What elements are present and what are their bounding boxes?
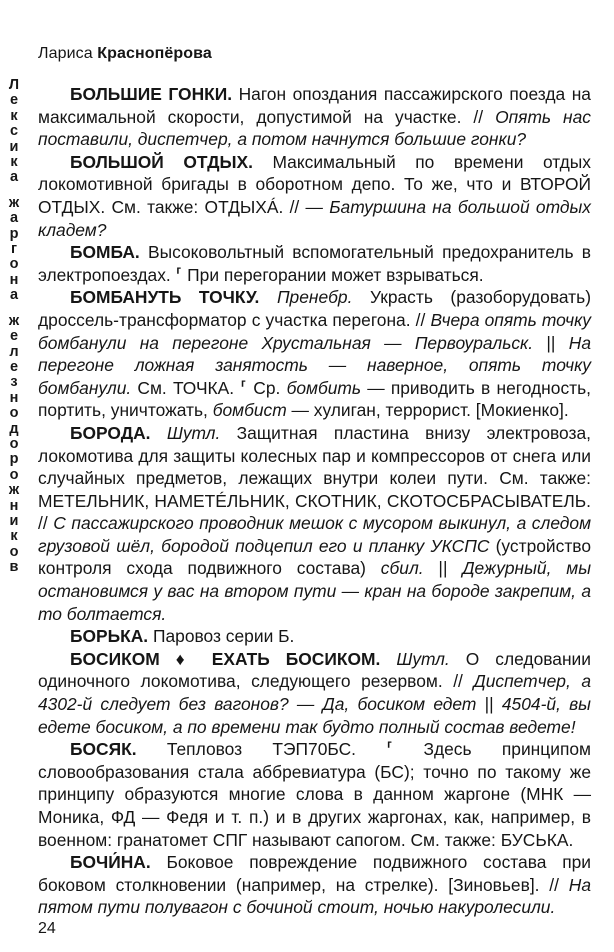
entry-italic-text: 4504-й, вы едете босиком, а по времени так будто полный состав ведете! [38,694,591,737]
spine-letter: ж [8,194,20,211]
entry-italic-text: Дежурный, мы остановимся у вас на втором пути — кран на бороде закрепим, а то болтается. [38,558,591,624]
entry-paragraph [38,648,591,738]
spine-letter: е [9,328,19,345]
spine-letter: а [9,287,19,304]
entry-italic-text: сбил. [380,558,424,579]
spine-letter: о [9,405,19,422]
dictionary-entry [38,83,591,151]
vertical-spine-title [6,78,22,576]
spine-letter: к [10,154,18,171]
entry-headword: БОРЬКА. [70,626,149,647]
entry-italic-text: Шутл. [396,648,450,669]
spine-letter: ж [8,482,20,499]
spine-letter: г [10,241,18,258]
spine-letter: н [9,389,19,406]
entry-italic-text: бомбист [212,400,287,421]
spine-letter: Л [8,77,20,93]
entry-paragraph [38,286,591,422]
entry-text: (устройство контроля схода подвижного состава) [38,535,591,579]
spine-letter: с [9,123,19,140]
entry-italic-text: Вчера опять точку бомбанули на перегоне Хрустальная — Первоуральск. [38,309,591,353]
entry-headword: БОЛЬШОЙ ОТДЫХ. [70,151,253,172]
dictionary-entry [38,851,591,919]
dictionary-entry [38,286,591,422]
spine-letter: е [9,92,19,109]
entry-text: Паровоз серии Б. [148,626,295,647]
entry-text: См. ТОЧКА. ⸢ Ср. [131,377,287,398]
dictionary-entry [38,648,591,738]
entry-italic-text: Диспетчер, а 4302-й следует без вагонов? — Да, босиком едет [38,671,592,715]
entry-text: || [476,694,502,715]
spine-letter: о [9,435,19,452]
entry-headword: БОРОДА. [70,422,151,443]
entry-headword: БОСЯК. [70,739,137,760]
entry-text: — приводить в негодность, портить, уничтожать, [38,377,591,421]
spine-letter: р [9,225,19,242]
spine-letter: е [9,358,19,375]
entry-text: Защитная пластина внизу электровоза, локомотива для защиты колесных пар и компрессоров от снега или случайных предметов, лежащих внутри колеи пути. См. также: МЕТЕЛЬНИК, НАМЕТÉЛЬНИК, СКОТНИК, СКОТОСБРАСЫВАТЕЛЬ. // [38,422,591,534]
entry-italic-text: УКСПС [430,535,490,556]
spine-letter: н [9,497,19,514]
spine-letter: и [9,512,19,529]
entry-text [150,423,166,443]
entry-text: Нагон опоздания пассажирского поезда на максимальной скорости, допустимой на участке. // [38,84,591,127]
dictionary-entry [38,241,591,286]
spine-letter: а [9,169,19,186]
spine-letter: и [9,138,19,155]
entry-headword: БОСИКОМ ♦ ЕХАТЬ БОСИКОМ. [70,648,381,669]
author-last-name: Краснопёрова [97,45,212,62]
entry-text: Тепловоз ТЭП70БС. ⸢ Здесь принципом словообразования стала аббревиатура (БС); точно по такому же принципу образуются многие слова в данном жаргоне (МНК — Моника, ФД — Федя и т. п.) и в других жаргонах, как, например, в военном: гранатомет СПГ называют сапогом. См. также: БУСЬКА. [38,739,591,850]
entry-paragraph [38,738,591,851]
spine-letter: о [9,543,19,560]
entry-paragraph [38,851,591,919]
entry-headword: БОМБАНУТЬ ТОЧКУ. [70,287,260,308]
spine-letter: в [9,559,19,576]
entry-italic-text: Пренебр. [276,287,353,308]
entry-headword: БОЛЬШИЕ ГОНКИ. [70,84,233,104]
entry-paragraph [38,422,591,625]
dictionary-entry [38,738,591,851]
spine-letter: к [10,107,18,124]
entry-italic-text: На пятом пути полувагон с бочиной стоит, ночью накуролесили. [38,874,591,918]
entry-text: Украсть (разоборудовать) дроссель-трансформатор с участка перегона. // [38,287,591,330]
spine-letter: н [9,271,19,288]
entry-text: Боковое повреждение подвижного состава при боковом столкновении (например, на стрелке). [Зиновьев]. // [38,852,591,895]
spine-letter: л [9,343,19,360]
author-first-name: Лариса [38,45,93,62]
entry-text: Максимальный по времени отдых локомотивной бригады в оборотном депо. То же, что и ВТОРОЙ ОТДЫХ. См. также: ОТДЫХÁ. // [38,151,591,217]
spine-letter: з [10,374,18,391]
entry-headword: БОМБА. [70,242,140,263]
entry-italic-text: С пассажирского проводник мешок с мусором выкинул, а следом грузовой шёл, бородой подцепил его и планку [38,513,591,556]
page-number: 24 [38,920,56,937]
entry-italic-text: бомбить [286,377,362,398]
spine-letter: р [9,451,19,468]
spine-letter: д [9,420,19,437]
entry-headword: БОЧИ́НА. [70,852,151,873]
entry-text: — хулиган, террорист. [Мокиенко]. [286,400,569,421]
spine-letter: ж [8,312,20,329]
entry-italic-text: На перегоне ложная занятость — наверное, опять точку бомбанули. [38,332,591,398]
dictionary-entry [38,625,591,648]
entry-italic-text: — Батуршина на большой отдых кладем? [38,196,591,240]
dictionary-body [38,83,591,919]
running-header [38,45,212,63]
entry-text: Высоковольтный вспомогательный предохранитель в электропоездах. ⸢ При перегорании может взрываться. [38,242,591,285]
entry-text: || [423,558,463,579]
spine-letter: а [9,210,19,227]
dictionary-entry [38,422,591,625]
spine-letter: о [9,466,19,483]
entry-text: || [533,332,569,353]
entry-text: О следовании одиночного локомотива, следующего резервом. // [38,648,591,692]
entry-paragraph [38,625,591,648]
entry-italic-text: Опять нас поставили, диспетчер, а потом начнутся большие гонки? [38,106,591,150]
entry-text [259,287,277,307]
entry-italic-text: Шутл. [166,422,221,443]
entry-paragraph [38,241,591,286]
entry-paragraph [38,83,591,151]
spine-letter: к [10,528,18,545]
entry-paragraph [38,151,591,241]
spine-letter: о [9,256,19,273]
entry-text [380,649,396,669]
dictionary-entry [38,151,591,241]
